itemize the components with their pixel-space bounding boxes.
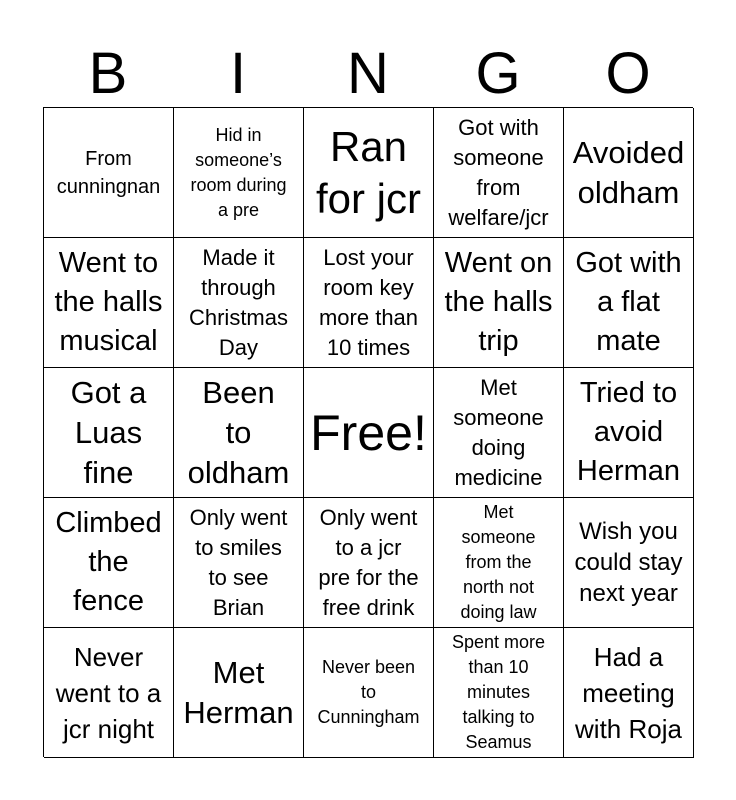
bingo-cell[interactable]: [174, 628, 304, 758]
bingo-cell[interactable]: [304, 628, 434, 758]
cell-text: Went to the halls musical: [54, 247, 163, 357]
cell-text: Ran for jcr: [316, 122, 421, 222]
header-letter-i: I: [229, 41, 247, 106]
bingo-header: [43, 42, 693, 106]
cell-text: Been to oldham: [187, 374, 290, 490]
bingo-cell[interactable]: [44, 498, 174, 628]
cell-text: Tried to avoid Herman: [576, 377, 681, 487]
cell-text: Got with someone from welfare/jcr: [448, 114, 549, 230]
cell-text: Only went to a jcr pre for the free drink: [318, 504, 419, 620]
header-letter-g: G: [475, 41, 521, 106]
cell-text: Wish you could stay next year: [574, 518, 683, 607]
bingo-cell[interactable]: [44, 238, 174, 368]
bingo-cell[interactable]: [44, 628, 174, 758]
cell-text: Had a meeting with Roja: [575, 641, 682, 744]
cell-text: Made it through Christmas Day: [188, 244, 288, 360]
cell-text: Never went to a jcr night: [55, 641, 162, 744]
bingo-cell[interactable]: [564, 368, 694, 498]
bingo-cell[interactable]: [434, 108, 564, 238]
cell-text: Free!: [310, 404, 427, 461]
bingo-cell[interactable]: [434, 368, 564, 498]
bingo-cell[interactable]: [304, 498, 434, 628]
cell-text: Lost your room key more than 10 times: [318, 244, 419, 360]
bingo-cell[interactable]: [564, 108, 694, 238]
cell-text: Met someone doing medicine: [453, 374, 544, 490]
bingo-cell[interactable]: [304, 238, 434, 368]
bingo-cell[interactable]: [564, 628, 694, 758]
cell-text: Never been to Cunningham: [317, 657, 420, 727]
bingo-grid: [43, 107, 693, 757]
cell-text: Met Herman: [183, 654, 294, 730]
bingo-cell[interactable]: [434, 238, 564, 368]
bingo-cell[interactable]: [434, 628, 564, 758]
free-cell[interactable]: [304, 368, 434, 498]
cell-text: Avoided oldham: [572, 134, 685, 210]
cell-text: Got a Luas fine: [70, 374, 147, 490]
bingo-cell[interactable]: [174, 498, 304, 628]
cell-text: Climbed the fence: [55, 507, 162, 617]
bingo-cell[interactable]: [304, 108, 434, 238]
header-letter-b: B: [88, 41, 128, 106]
bingo-cell[interactable]: [434, 498, 564, 628]
bingo-cell[interactable]: [564, 238, 694, 368]
bingo-cell[interactable]: [564, 498, 694, 628]
header-letter-n: N: [347, 41, 389, 106]
cell-text: Spent more than 10 minutes talking to Seamus: [451, 632, 546, 752]
cell-text: Hid in someone’s room during a pre: [190, 124, 287, 220]
cell-text: Only went to smiles to see Brian: [189, 504, 288, 620]
cell-text: Got with a flat mate: [575, 247, 682, 357]
cell-text: Met someone from the north not doing law: [460, 502, 537, 622]
cell-text: From cunningnan: [56, 147, 161, 198]
cell-text: Went on the halls trip: [444, 247, 553, 357]
bingo-cell[interactable]: [174, 238, 304, 368]
bingo-cell[interactable]: [174, 108, 304, 238]
bingo-cell[interactable]: [44, 368, 174, 498]
bingo-cell[interactable]: [174, 368, 304, 498]
bingo-cell[interactable]: [44, 108, 174, 238]
header-letter-o: O: [605, 41, 651, 106]
